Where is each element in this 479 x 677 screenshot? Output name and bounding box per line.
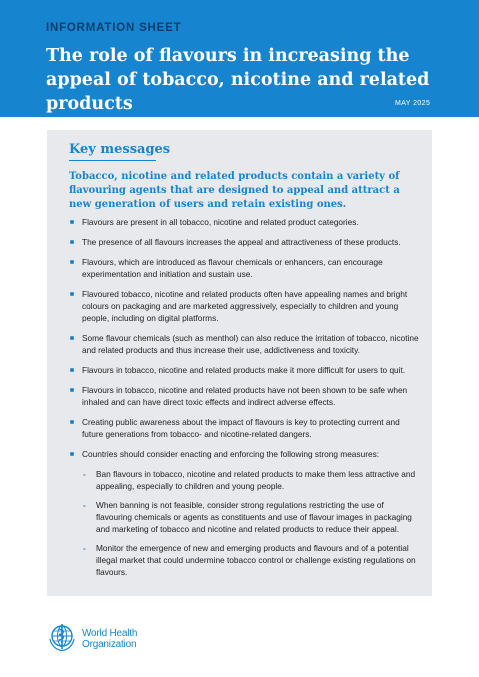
measures-list <box>82 468 421 578</box>
list-item <box>69 448 421 578</box>
bullet-text: Flavoured tobacco, nicotine and related products often have appealing names and bright colours on packaging and are marketed aggressively, especially to children and young people, including on digital platforms. <box>82 289 408 323</box>
list-item <box>69 288 421 324</box>
bullet-text: Creating public awareness about the impact of flavours is key to protecting current and future generations from tobacco- and nicotine-related dangers. <box>82 417 400 439</box>
measure-text: Ban flavours in tobacco, nicotine and related products to make them less attractive and appealing, especially to children and young people. <box>96 469 416 491</box>
bullet-icon <box>70 336 74 340</box>
list-item <box>69 364 421 376</box>
bullet-icon <box>70 260 74 264</box>
measure-text: When banning is not feasible, consider strong regulations restricting the use of flavouring chemicals or agents as constituents and use of flavour images in packaging and marketing of tobacco and nicotine and related products to reduce their appeal. <box>96 500 412 534</box>
measure-item <box>82 499 421 535</box>
logo-line-1: World Health <box>82 628 138 639</box>
bullet-icon <box>70 220 74 224</box>
publication-date: MAY 2025 <box>395 100 431 107</box>
bullet-text: Countries should consider enacting and enforcing the following strong measures: <box>82 449 380 459</box>
key-messages-title: Key messages <box>69 142 171 157</box>
dash-icon: - <box>83 500 86 510</box>
list-item <box>69 256 421 280</box>
bullet-icon <box>70 292 74 296</box>
header-banner <box>0 0 479 117</box>
who-logo <box>47 622 187 654</box>
list-item <box>69 416 421 440</box>
bullet-icon <box>70 240 74 244</box>
list-item <box>69 236 421 248</box>
bullet-text: The presence of all flavours increases the appeal and attractiveness of these products. <box>82 237 401 247</box>
measure-text: Monitor the emergence of new and emerging products and flavours and of a potential illegal market that could undermine tobacco control or challenge existing regulations on flavours. <box>96 543 416 577</box>
who-logo-text <box>82 628 162 650</box>
key-messages-lead: Tobacco, nicotine and related products contain a variety of flavouring agents that are designed to appeal and attract a new generation of users and retain existing ones. <box>69 171 400 210</box>
dash-icon: - <box>83 469 86 479</box>
document-type-label: INFORMATION SHEET <box>46 22 182 34</box>
list-item <box>69 216 421 228</box>
measure-item <box>82 468 421 492</box>
key-messages-list <box>69 216 421 586</box>
logo-line-2: Organization <box>82 639 137 650</box>
list-item <box>69 332 421 356</box>
bullet-icon <box>70 420 74 424</box>
bullet-icon <box>70 452 74 456</box>
bullet-text: Some flavour chemicals (such as menthol) can also reduce the irritation of tobacco, nicotine and related products and thus increase their use, addictiveness and toxicity. <box>82 333 419 355</box>
bullet-text: Flavours are present in all tobacco, nicotine and related product categories. <box>82 217 359 227</box>
key-messages-panel <box>47 130 432 596</box>
page-title: The role of flavours in increasing the appeal of tobacco, nicotine and related products <box>46 46 430 114</box>
bullet-text: Flavours, which are introduced as flavour chemicals or enhancers, can encourage experimentation and initiation and sustain use. <box>82 257 383 279</box>
bullet-icon <box>70 368 74 372</box>
who-emblem-icon <box>47 622 77 652</box>
list-item <box>69 384 421 408</box>
bullet-text: Flavours in tobacco, nicotine and related products have not been shown to be safe when inhaled and can have direct toxic effects and indirect adverse effects. <box>82 385 408 407</box>
key-messages-underline <box>69 160 156 161</box>
bullet-icon <box>70 388 74 392</box>
dash-icon: - <box>83 543 86 553</box>
bullet-text: Flavours in tobacco, nicotine and related products make it more difficult for users to quit. <box>82 365 406 375</box>
measure-item <box>82 542 421 578</box>
